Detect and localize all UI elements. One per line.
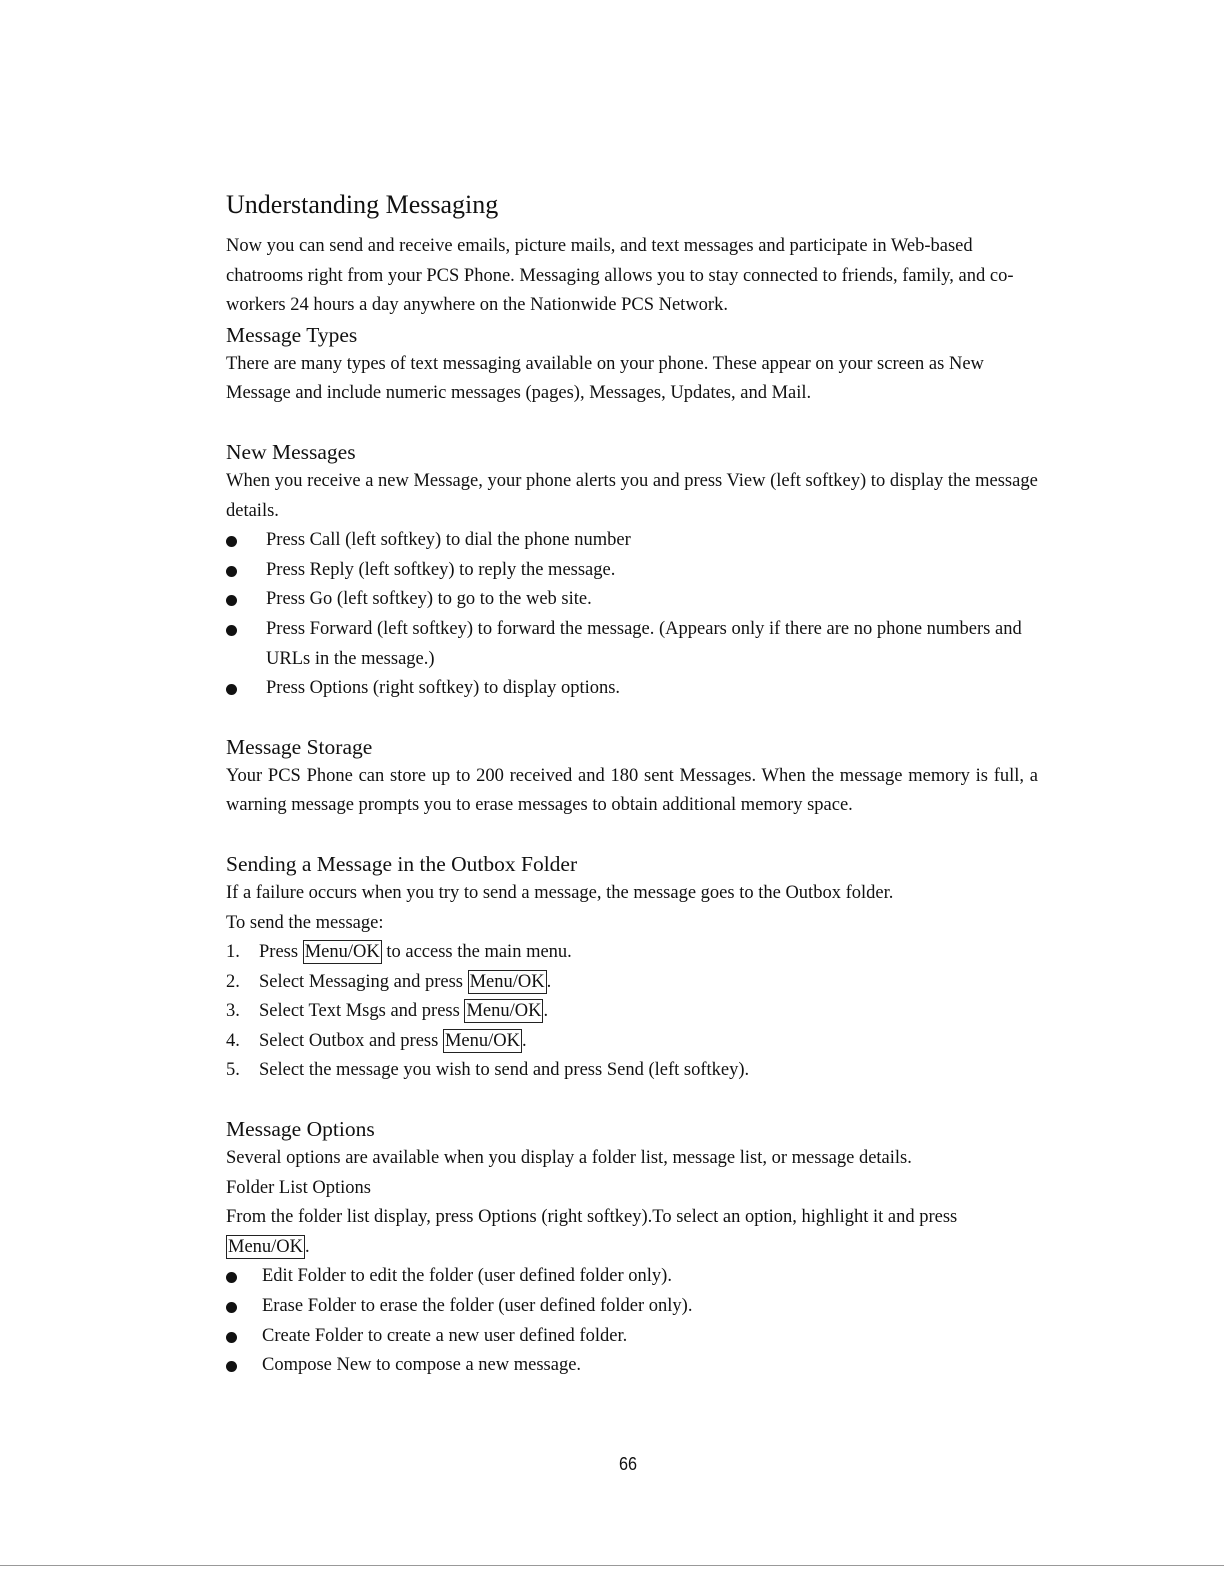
step-item: 3. Select Text Msgs and press Menu/OK .: [226, 1001, 549, 1022]
new-messages-heading: New Messages: [226, 439, 356, 464]
list-item: Press Go (left softkey) to go to the web site.: [226, 585, 1038, 615]
menu-ok-key: Menu/OK: [469, 971, 545, 992]
outbox-paragraph: If a failure occurs when you try to send a message, the message goes to the Outbox folder.: [226, 882, 894, 903]
message-options-heading: Message Options: [226, 1117, 375, 1142]
message-types-heading: Message Types: [226, 322, 358, 347]
page-title: Understanding Messaging: [226, 190, 499, 219]
bullet-icon: [226, 1302, 237, 1313]
menu-ok-key: Menu/OK: [304, 942, 380, 963]
menu-ok-key: Menu/OK: [466, 1001, 542, 1022]
message-types-paragraph: There are many types of text messaging available on your phone. These appear on your screen as New Message and include numeric messages (pages), Messages, Updates, and Mail.: [226, 353, 984, 404]
step-item: 2. Select Messaging and press Menu/OK .: [226, 971, 552, 992]
outbox-lead: To send the message:: [226, 912, 384, 933]
new-messages-paragraph: When you receive a new Message, your phone alerts you and press View (left softkey) to display the message details.: [226, 470, 1038, 521]
document-page: [226, 186, 1038, 1381]
list-item: Create Folder to create a new user defined folder.: [226, 1322, 1038, 1352]
bullet-icon: [226, 595, 237, 606]
message-storage-heading: Message Storage: [226, 734, 373, 759]
list-item: Press Options (right softkey) to display options.: [226, 674, 1038, 704]
scan-bottom-edge: [0, 1565, 1224, 1584]
message-storage-paragraph: Your PCS Phone can store up to 200 received and 180 sent Messages. When the message memory is full, a warning message prompts you to erase messages to obtain additional memory space.: [226, 765, 1038, 816]
folder-list-options-subheading: Folder List Options: [226, 1177, 371, 1198]
step-item: 4. Select Outbox and press Menu/OK .: [226, 1030, 527, 1051]
bullet-icon: [226, 684, 237, 695]
new-messages-list: [226, 526, 1038, 704]
page-number: 66: [618, 1454, 638, 1474]
bullet-icon: [226, 566, 237, 577]
menu-ok-key: Menu/OK: [444, 1030, 520, 1051]
list-item: Edit Folder to edit the folder (user defined folder only).: [226, 1262, 1038, 1292]
bullet-icon: [226, 536, 237, 547]
bullet-icon: [226, 1332, 237, 1343]
bullet-icon: [226, 1361, 237, 1372]
outbox-heading: Sending a Message in the Outbox Folder: [226, 851, 578, 876]
list-item: Compose New to compose a new message.: [226, 1351, 1038, 1381]
step-item: 5. Select the message you wish to send and press Send (left softkey).: [226, 1060, 750, 1081]
step-item: 1. Press Menu/OK to access the main menu.: [226, 942, 572, 963]
folder-options-list: [226, 1262, 1038, 1380]
bullet-icon: [226, 1272, 237, 1283]
list-item: Press Forward (left softkey) to forward the message. (Appears only if there are no phone numbers and URLs in the message.): [226, 615, 1038, 674]
outbox-steps: [226, 938, 1038, 1086]
list-item: Erase Folder to erase the folder (user defined folder only).: [226, 1292, 1038, 1322]
menu-ok-key: Menu/OK: [228, 1236, 304, 1257]
folder-list-options-paragraph: From the folder list display, press Options (right softkey).To select an option, highlight it and press Menu/OK .: [226, 1207, 958, 1257]
bullet-icon: [226, 625, 237, 636]
list-item: Press Call (left softkey) to dial the phone number: [226, 526, 1038, 556]
intro-paragraph: Now you can send and receive emails, picture mails, and text messages and participate in Web-based chatrooms right from your PCS Phone. Messaging allows you to stay connected to friends, family, and co-workers 24 hours a day anywhere on the Nationwide PCS Network.: [226, 236, 1014, 316]
list-item: Press Reply (left softkey) to reply the message.: [226, 556, 1038, 586]
message-options-paragraph: Several options are available when you display a folder list, message list, or message details.: [226, 1148, 912, 1169]
